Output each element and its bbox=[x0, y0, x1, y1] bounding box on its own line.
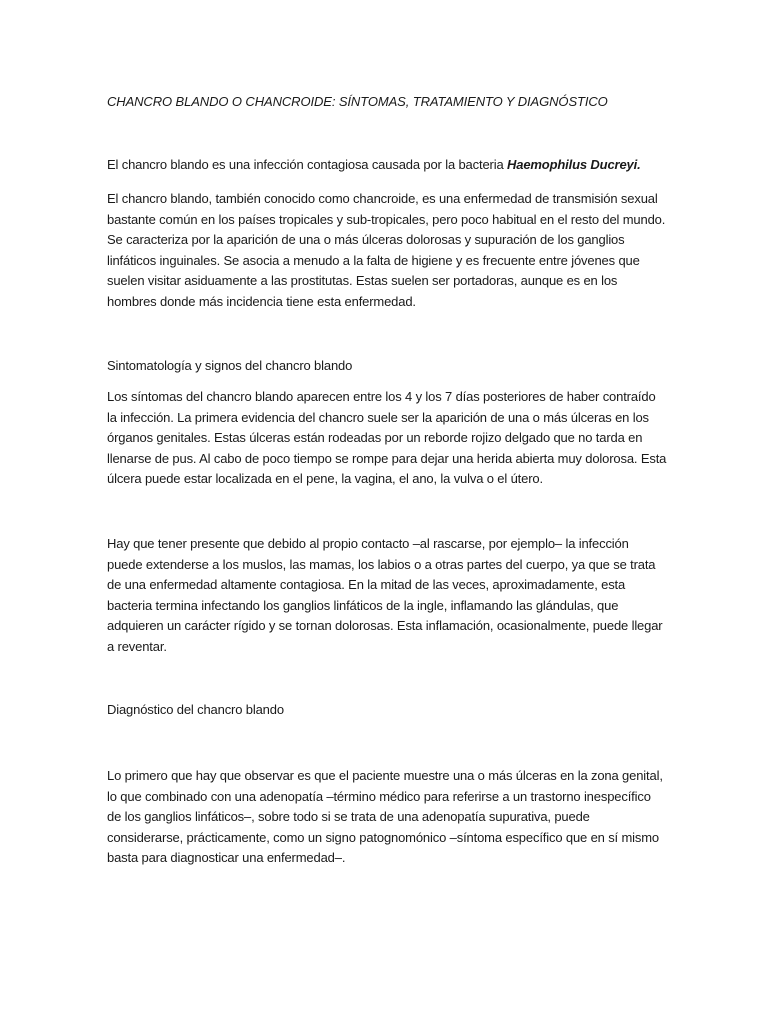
paragraph-symptoms: Los síntomas del chancro blando aparecen entre los 4 y los 7 días posteriores de haber contraído la infección. La primera evidencia del chancro suele ser la aparición de una o más úlceras en los órganos genitales. Estas úlceras están rodeadas por un reborde rojizo delgado que no tarda en llenarse de pus. Al cabo de poco tiempo se rompe para dejar una herida abierta muy dolorosa. Esta úlcera puede estar localizada en el pene, la vagina, el ano, la vulva o el útero. bbox=[107, 389, 667, 487]
paragraph-spread: Hay que tener presente que debido al propio contacto –al rascarse, por ejemplo– la infección puede extenderse a los muslos, las mamas, los labios o a otras partes del cuerpo, ya que se trata de una enfermedad altamente contagiosa. En la mitad de las veces, aproximadamente, esta bacteria termina infectando los ganglios linfáticos de la ingle, inflamando las glándulas, que adquieren un carácter rígido y se tornan dolorosas. Esta inflamación, ocasionalmente, puede llegar a reventar. bbox=[107, 536, 663, 654]
bacteria-name: Haemophilus Ducreyi. bbox=[507, 157, 641, 172]
paragraph-diagnosis: Lo primero que hay que observar es que el paciente muestre una o más úlceras en la zona genital, lo que combinado con una adenopatía –término médico para referirse a un trastorno inespecífico de los ganglios linfáticos–, sobre todo si se trata de una adenopatía supurativa, puede considerarse, prácticamente, como un signo patognomónico –síntoma específico que en sí mismo basta para diagnosticar una enfermedad–. bbox=[107, 768, 663, 866]
section-heading-diagnosis: Diagnóstico del chancro blando bbox=[107, 702, 284, 717]
intro-text: El chancro blando es una infección contagiosa causada por la bacteria bbox=[107, 157, 507, 172]
document-title: CHANCRO BLANDO O CHANCROIDE: SÍNTOMAS, TRATAMIENTO Y DIAGNÓSTICO bbox=[107, 94, 608, 109]
paragraph-overview: El chancro blando, también conocido como chancroide, es una enfermedad de transmisión sexual bastante común en los países tropicales y sub-tropicales, pero poco habitual en el resto del mundo. Se caracteriza por la aparición de una o más úlceras dolorosas y supuración de los ganglios linfáticos inguinales. Se asocia a menudo a la falta de higiene y es frecuente entre jóvenes que suelen visitar asiduamente a las prostitutas. Estas suelen ser portadoras, aunque es en los hombres donde más incidencia tiene esta enfermedad. bbox=[107, 191, 666, 309]
intro-paragraph bbox=[107, 155, 667, 176]
section-heading-symptoms: Sintomatología y signos del chancro blando bbox=[107, 358, 353, 373]
